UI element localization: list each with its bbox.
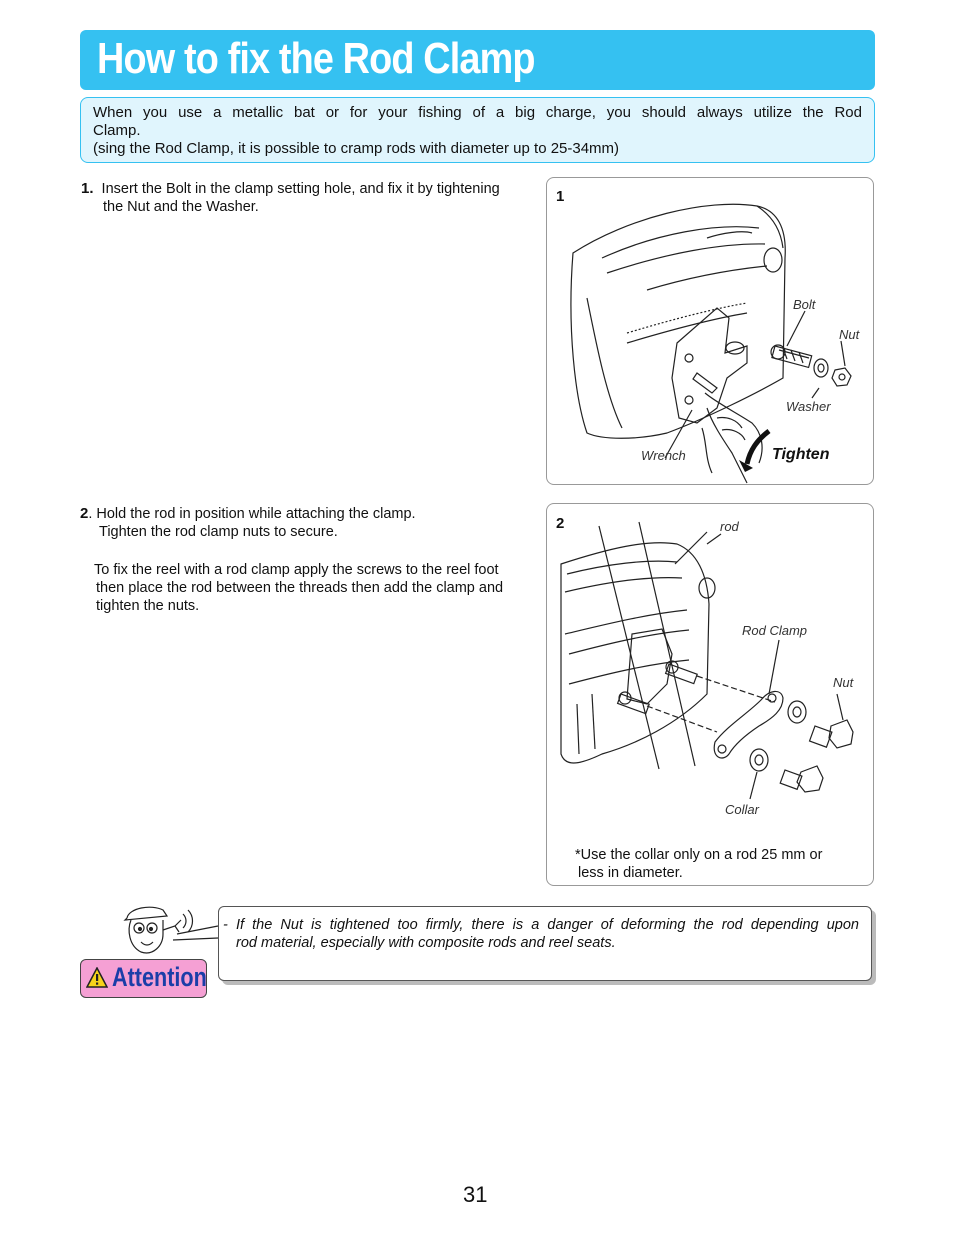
step-1-text: Insert the Bolt in the clamp setting hole, and fix it by tightening <box>101 181 500 197</box>
page-number: 31 <box>463 1182 488 1207</box>
figure-2-number: 2 <box>556 515 565 532</box>
intro-line-1: When you use a metallic bat or for your fishing of a big charge, you should always utilize the Rod <box>93 104 862 121</box>
step-1-number: 1. <box>81 180 94 197</box>
figure-1 <box>546 177 874 485</box>
attention-badge <box>80 959 207 998</box>
step-1-text-2: the Nut and the Washer. <box>103 199 259 215</box>
mascot-character-icon <box>115 900 220 960</box>
intro-line-3: (sing the Rod Clamp, it is possible to cramp rods with diameter up to 25-34mm) <box>93 140 620 157</box>
warning-triangle-icon <box>86 967 108 988</box>
step-2-text-2: Tighten the rod clamp nuts to secure. <box>99 524 338 540</box>
figure-1-illustration <box>547 178 873 484</box>
collar-note-line-1: *Use the collar only on a rod 25 mm or <box>575 847 823 863</box>
collar-note-line-2: less in diameter. <box>578 865 683 881</box>
step-2 <box>80 505 540 615</box>
page-title: How to fix the Rod Clamp <box>97 34 535 83</box>
label-nut: Nut <box>839 327 860 342</box>
label-washer: Washer <box>786 399 831 414</box>
attention-label: Attention <box>112 962 207 992</box>
label-bolt: Bolt <box>793 297 816 312</box>
attention-box <box>218 906 872 981</box>
label-rod-clamp: Rod Clamp <box>742 623 808 638</box>
intro-line-2: Clamp. <box>93 122 141 139</box>
figure-1-number: 1 <box>556 188 565 205</box>
step-2-para-1: To fix the reel with a rod clamp apply the screws to the reel foot <box>94 562 499 578</box>
label-collar: Collar <box>725 802 759 817</box>
step-2-para-2: then place the rod between the threads then add the clamp and <box>96 580 504 596</box>
collar-note <box>575 846 822 882</box>
tighten-arrow-icon <box>747 431 769 464</box>
label-wrench: Wrench <box>641 448 686 463</box>
figure-2-illustration <box>547 504 873 885</box>
label-nut-2: Nut <box>833 675 854 690</box>
attention-text-line-2: rod material, especially with composite rods and reel seats. <box>236 935 616 951</box>
attention-text <box>223 916 859 952</box>
title-bar <box>80 30 875 90</box>
label-rod: rod <box>720 519 739 534</box>
label-tighten: Tighten <box>772 446 830 463</box>
intro-box <box>80 97 875 163</box>
figure-2 <box>546 503 874 886</box>
step-2-text: . Hold the rod in position while attaching the clamp. <box>88 506 416 522</box>
step-1 <box>81 180 536 216</box>
step-2-number: 2 <box>80 505 89 522</box>
attention-text-line-1: - If the Nut is tightened too firmly, there is a danger of deforming the rod depending upon <box>223 917 859 933</box>
step-2-para-3: tighten the nuts. <box>96 598 200 614</box>
